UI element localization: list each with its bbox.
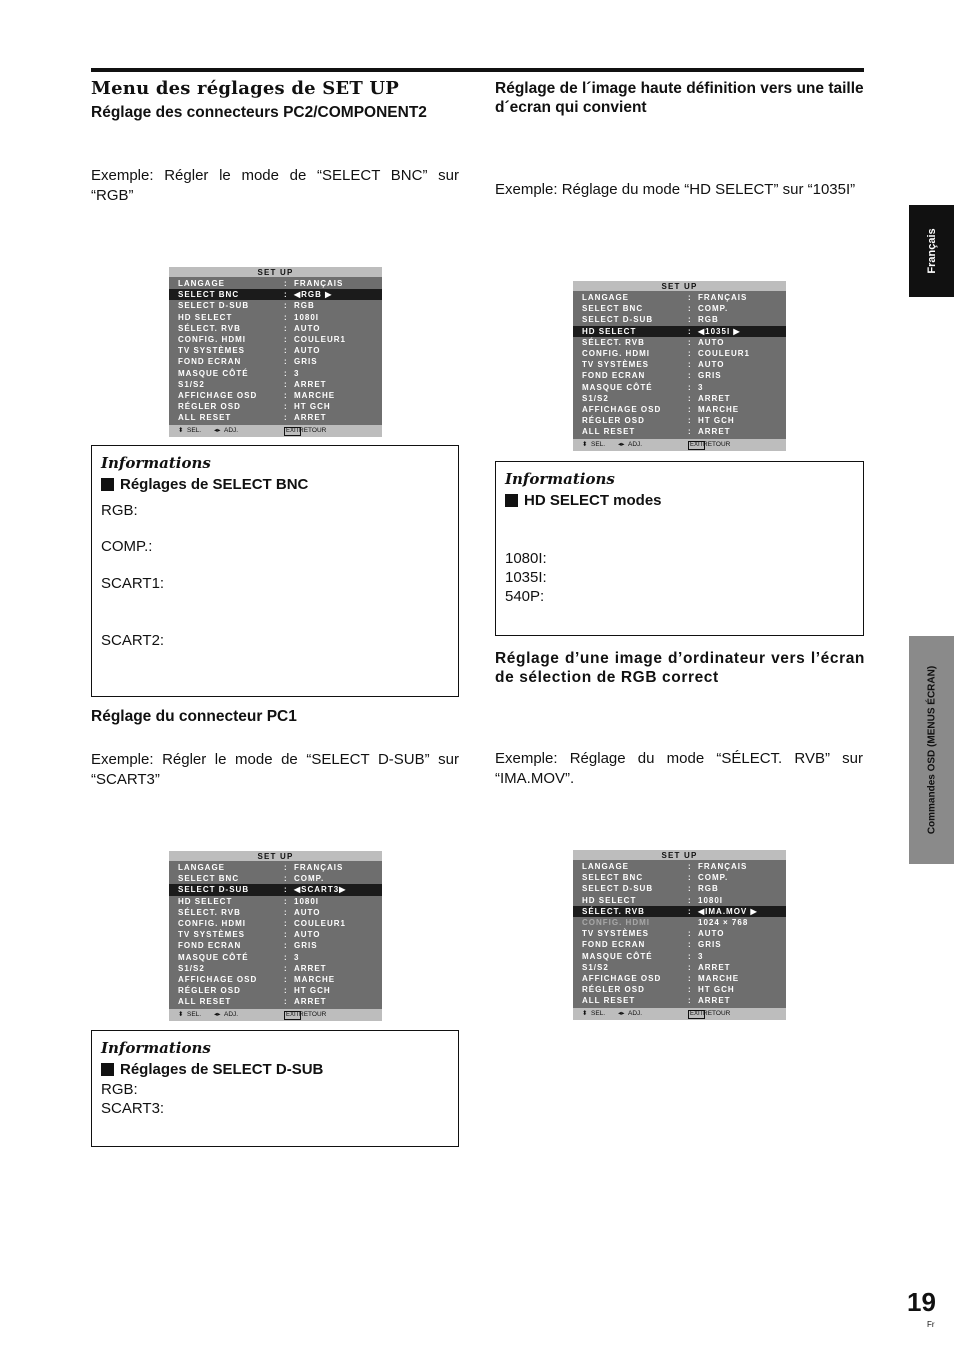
osd-row-label: SÉLECT. RVB xyxy=(582,337,645,347)
osd-row-colon: : xyxy=(688,940,692,950)
footer-exit: EXIT xyxy=(286,428,300,435)
osd-row-colon: : xyxy=(284,368,288,378)
example-hd: Exemple: Réglage du mode “HD SELECT” sur “1035I” xyxy=(495,181,856,198)
info-subheading xyxy=(101,1061,449,1078)
osd-row-label: AFFICHAGE OSD xyxy=(582,973,662,983)
osd-row-label: MASQUE CÔTÉ xyxy=(582,382,653,392)
osd-row-label: ALL RESET xyxy=(178,997,232,1007)
osd-menu-select-dsub xyxy=(169,851,382,1021)
osd-row-label: SÉLECT. RVB xyxy=(178,907,241,917)
osd-row-colon: : xyxy=(688,973,692,983)
osd-row-value: MARCHE xyxy=(698,973,740,983)
osd-row-label: SÉLECT. RVB xyxy=(178,323,241,333)
osd-row-label: LANGAGE xyxy=(178,863,225,872)
osd-row-label: SELECT BNC xyxy=(582,873,644,883)
osd-title: SET UP xyxy=(661,282,698,291)
footer-adj: ADJ. xyxy=(628,441,643,449)
osd-row xyxy=(573,984,786,995)
osd-row-label: RÉGLER OSD xyxy=(178,402,241,412)
osd-row xyxy=(573,393,786,404)
osd-row xyxy=(573,995,786,1006)
osd-row-colon: : xyxy=(688,884,692,894)
osd-row xyxy=(169,952,382,963)
osd-row-colon: : xyxy=(688,427,692,437)
example-rgb: Exemple: Réglage du mode “SÉLECT. RVB” sur “IMA.MOV”. xyxy=(495,750,863,787)
osd-title: SET UP xyxy=(257,268,294,277)
osd-row xyxy=(169,907,382,918)
osd-row-value: HT GCH xyxy=(698,416,735,426)
osd-row xyxy=(169,368,382,379)
info-item: SCART2: xyxy=(101,632,165,649)
osd-row-label: SELECT D-SUB xyxy=(178,885,250,895)
osd-row-label: HD SELECT xyxy=(582,895,637,905)
square-bullet-icon xyxy=(101,478,114,491)
osd-row-label: RÉGLER OSD xyxy=(582,985,645,995)
footer-adj: ADJ. xyxy=(628,1010,643,1018)
osd-row xyxy=(169,312,382,323)
osd-row-colon: : xyxy=(284,334,288,344)
footer-exit: EXIT xyxy=(690,442,704,449)
osd-row-value: ARRET xyxy=(698,962,731,972)
osd-row-value: COULEUR1 xyxy=(294,918,347,928)
leftright-arrow-icon: ◂▸ xyxy=(214,1011,221,1019)
section-title-rgb: Réglage d’une image d’ordinateur vers l’écran de sélection de RGB correct xyxy=(495,650,865,686)
osd-row-label: RÉGLER OSD xyxy=(582,416,645,426)
osd-row-colon: : xyxy=(284,379,288,389)
square-bullet-icon xyxy=(505,494,518,507)
side-tab-language-text: Français xyxy=(925,228,938,274)
osd-row-label: AFFICHAGE OSD xyxy=(178,974,258,984)
footer-retour: RETOUR xyxy=(299,427,327,435)
osd-row-colon xyxy=(688,917,698,928)
osd-row-label: MASQUE CÔTÉ xyxy=(178,368,249,378)
osd-row-colon: : xyxy=(284,896,288,906)
osd-row-value: ARRET xyxy=(294,997,327,1007)
osd-row-value: 1080I xyxy=(294,312,320,322)
info-item: SCART1: xyxy=(101,575,165,592)
info-subheading-text: Réglages de SELECT D-SUB xyxy=(120,1061,324,1078)
osd-row-colon: : xyxy=(284,941,288,951)
osd-row-value: GRIS xyxy=(698,940,722,950)
osd-row-value: FRANÇAIS xyxy=(294,863,344,872)
osd-row-selected xyxy=(573,326,786,337)
osd-row-colon: : xyxy=(284,323,288,333)
osd-body xyxy=(573,291,786,439)
osd-row-label: FOND ECRAN xyxy=(582,940,646,950)
osd-row-dimmed xyxy=(573,917,786,928)
osd-row-colon: : xyxy=(688,962,692,972)
osd-body xyxy=(169,861,382,1009)
osd-row xyxy=(169,963,382,974)
osd-row xyxy=(169,390,382,401)
osd-row-value: 3 xyxy=(294,952,300,962)
osd-row-colon: : xyxy=(688,348,692,358)
osd-row xyxy=(169,996,382,1007)
osd-row-value: AUTO xyxy=(294,907,321,917)
osd-row-value: MARCHE xyxy=(294,974,336,984)
osd-row xyxy=(573,348,786,359)
osd-row xyxy=(573,951,786,962)
osd-row-label: LANGAGE xyxy=(582,862,629,871)
leftright-arrow-icon: ◂▸ xyxy=(214,427,221,435)
osd-footer xyxy=(573,1008,786,1020)
osd-row-value: ◀1035I ▶ xyxy=(698,326,741,336)
info-subheading-text: Réglages de SELECT BNC xyxy=(120,476,309,493)
osd-row-value: 1024 × 768 xyxy=(698,917,749,927)
osd-row-value: GRIS xyxy=(294,357,318,367)
footer-exit: EXIT xyxy=(286,1012,300,1019)
osd-row-colon: : xyxy=(284,986,288,996)
osd-row-colon: : xyxy=(284,290,288,300)
osd-row-value: COMP. xyxy=(698,873,729,883)
osd-row-value: AUTO xyxy=(698,360,725,370)
osd-row xyxy=(169,974,382,985)
osd-row xyxy=(169,862,382,873)
osd-row xyxy=(169,985,382,996)
osd-row-label: CONFIG. HDMI xyxy=(178,918,246,928)
footer-sel: SEL. xyxy=(591,1010,606,1018)
osd-row xyxy=(573,962,786,973)
osd-row-label: S1/S2 xyxy=(582,962,609,972)
info-item: COMP.: xyxy=(101,538,153,555)
top-rule xyxy=(91,68,864,72)
osd-row-label: SELECT D-SUB xyxy=(582,884,654,894)
osd-row-colon: : xyxy=(284,974,288,984)
section-title-hd: Réglage de l´image haute définition vers une taille d´ecran qui convient xyxy=(495,80,864,116)
osd-row-label: S1/S2 xyxy=(582,393,609,403)
info-item: RGB: xyxy=(101,502,138,519)
footer-adj: ADJ. xyxy=(224,1011,239,1019)
osd-row xyxy=(573,939,786,950)
osd-row-value: MARCHE xyxy=(294,390,336,400)
osd-row-value: RGB xyxy=(698,315,719,325)
osd-row-value: ◀RGB ▶ xyxy=(294,290,333,300)
osd-row xyxy=(573,404,786,415)
osd-row-label: S1/S2 xyxy=(178,379,205,389)
page-language-code: Fr xyxy=(927,1320,935,1329)
osd-row-label: ALL RESET xyxy=(582,427,636,437)
osd-row-label: ALL RESET xyxy=(582,996,636,1006)
footer-sel: SEL. xyxy=(591,441,606,449)
osd-body xyxy=(573,860,786,1008)
updown-arrow-icon: ⬍ xyxy=(582,1010,588,1018)
osd-row-colon: : xyxy=(284,279,288,288)
info-item: 1080I: xyxy=(505,550,547,567)
osd-row-value: 3 xyxy=(294,368,300,378)
osd-row-selected xyxy=(169,289,382,300)
osd-row-label: ALL RESET xyxy=(178,413,232,423)
osd-row-label: SELECT D-SUB xyxy=(178,301,250,311)
osd-row-label: TV SYSTÈMES xyxy=(582,929,650,939)
osd-row-colon: : xyxy=(688,293,692,302)
osd-row-label: MASQUE CÔTÉ xyxy=(178,952,249,962)
osd-row-value: COULEUR1 xyxy=(698,348,751,358)
osd-row-value: HT GCH xyxy=(294,986,331,996)
section-title-pc1: Réglage du connecteur PC1 xyxy=(91,708,297,725)
osd-menu-select-bnc xyxy=(169,267,382,437)
osd-row xyxy=(169,873,382,884)
osd-row-colon: : xyxy=(688,393,692,403)
info-box-select-dsub xyxy=(91,1030,459,1147)
example-pc1: Exemple: Régler le mode de “SELECT D-SUB” sur “SCART3” xyxy=(91,751,459,788)
osd-row-label: SELECT BNC xyxy=(582,304,644,314)
osd-row-label: HD SELECT xyxy=(582,326,637,336)
info-item: RGB: xyxy=(101,1081,138,1098)
osd-row-value: 3 xyxy=(698,382,704,392)
osd-row-colon: : xyxy=(284,997,288,1007)
info-subheading xyxy=(101,476,449,493)
osd-row-value: COMP. xyxy=(698,304,729,314)
side-tab-chapter-text: Commandes OSD (MENUS ÉCRAN) xyxy=(926,665,937,835)
page-title: Menu des réglages de SET UP xyxy=(91,78,400,99)
osd-row-label: AFFICHAGE OSD xyxy=(178,390,258,400)
osd-title: SET UP xyxy=(661,851,698,860)
osd-row-selected xyxy=(573,906,786,917)
osd-row-value: ARRET xyxy=(698,393,731,403)
osd-row xyxy=(573,292,786,303)
osd-row-selected xyxy=(169,884,382,895)
osd-row-label: S1/S2 xyxy=(178,963,205,973)
osd-row-label: AFFICHAGE OSD xyxy=(582,404,662,414)
osd-row-value: ARRET xyxy=(294,413,327,423)
osd-row xyxy=(573,872,786,883)
osd-row-colon: : xyxy=(688,996,692,1006)
osd-row-value: 1080I xyxy=(698,895,724,905)
osd-row-colon: : xyxy=(284,963,288,973)
osd-row-colon: : xyxy=(688,360,692,370)
osd-row-label: CONFIG. HDMI xyxy=(178,334,246,344)
osd-footer xyxy=(169,425,382,437)
updown-arrow-icon: ⬍ xyxy=(178,427,184,435)
osd-row xyxy=(169,896,382,907)
osd-row-value: GRIS xyxy=(698,371,722,381)
footer-sel: SEL. xyxy=(187,1011,202,1019)
osd-row-label: FOND ECRAN xyxy=(178,941,242,951)
osd-footer xyxy=(573,439,786,451)
footer-retour: RETOUR xyxy=(703,441,731,449)
osd-row-colon: : xyxy=(688,862,692,871)
osd-row-value: RGB xyxy=(698,884,719,894)
osd-row xyxy=(573,337,786,348)
osd-row-colon: : xyxy=(284,357,288,367)
osd-row-label: TV SYSTÈMES xyxy=(582,360,650,370)
section-title-pc2: Réglage des connecteurs PC2/COMPONENT2 xyxy=(91,104,427,121)
osd-row-colon: : xyxy=(688,315,692,325)
osd-row-label: RÉGLER OSD xyxy=(178,986,241,996)
osd-row xyxy=(169,929,382,940)
osd-menu-hd-select xyxy=(573,281,786,451)
osd-row-colon: : xyxy=(688,895,692,905)
osd-row xyxy=(573,861,786,872)
osd-row xyxy=(169,300,382,311)
osd-row-colon: : xyxy=(688,326,692,336)
osd-row-colon: : xyxy=(688,404,692,414)
osd-row-value: HT GCH xyxy=(294,402,331,412)
osd-row-label: LANGAGE xyxy=(582,293,629,302)
osd-row xyxy=(169,412,382,423)
osd-row-colon: : xyxy=(688,382,692,392)
info-heading: Informations xyxy=(505,470,615,488)
side-tab-language xyxy=(909,205,954,297)
osd-row-label: TV SYSTÈMES xyxy=(178,930,246,940)
osd-row-colon: : xyxy=(688,929,692,939)
example-pc2: Exemple: Régler le mode de “SELECT BNC” sur “RGB” xyxy=(91,167,459,204)
osd-menu-select-rvb xyxy=(573,850,786,1020)
osd-row-value: 1080I xyxy=(294,896,320,906)
osd-row-label: HD SELECT xyxy=(178,312,233,322)
footer-exit: EXIT xyxy=(690,1011,704,1018)
osd-row-colon: : xyxy=(284,312,288,322)
osd-row-label: FOND ECRAN xyxy=(178,357,242,367)
osd-row-label: LANGAGE xyxy=(178,279,225,288)
info-subheading-text: HD SELECT modes xyxy=(524,492,662,509)
osd-row-value: GRIS xyxy=(294,941,318,951)
osd-row xyxy=(169,401,382,412)
osd-row-label: SELECT D-SUB xyxy=(582,315,654,325)
info-subheading xyxy=(505,492,854,509)
osd-row-value: AUTO xyxy=(698,929,725,939)
osd-row xyxy=(169,334,382,345)
footer-retour: RETOUR xyxy=(703,1010,731,1018)
osd-row-value: ARRET xyxy=(698,427,731,437)
osd-row-label: CONFIG. HDMI xyxy=(582,348,650,358)
side-tab-chapter xyxy=(909,636,954,864)
osd-row xyxy=(573,314,786,325)
osd-row xyxy=(169,379,382,390)
osd-row-label: SELECT BNC xyxy=(178,874,240,884)
osd-row-value: RGB xyxy=(294,301,315,311)
leftright-arrow-icon: ◂▸ xyxy=(618,1010,625,1018)
osd-row xyxy=(169,356,382,367)
osd-row-value: MARCHE xyxy=(698,404,740,414)
square-bullet-icon xyxy=(101,1063,114,1076)
osd-row-colon: : xyxy=(284,918,288,928)
osd-row-colon: : xyxy=(688,906,692,916)
osd-row xyxy=(169,918,382,929)
osd-row xyxy=(573,370,786,381)
osd-footer xyxy=(169,1009,382,1021)
osd-row-value: ARRET xyxy=(698,996,731,1006)
osd-row-value: ARRET xyxy=(294,963,327,973)
osd-row xyxy=(573,928,786,939)
osd-row xyxy=(573,415,786,426)
osd-row-colon: : xyxy=(688,304,692,314)
info-heading: Informations xyxy=(101,454,211,472)
osd-row-colon: : xyxy=(284,930,288,940)
osd-row xyxy=(169,323,382,334)
osd-row xyxy=(573,973,786,984)
osd-row-value: FRANÇAIS xyxy=(294,279,344,288)
osd-row-label: SÉLECT. RVB xyxy=(582,906,645,916)
info-box-hd-select xyxy=(495,461,864,636)
osd-row-value: HT GCH xyxy=(698,985,735,995)
footer-retour: RETOUR xyxy=(299,1011,327,1019)
osd-row-colon: : xyxy=(284,413,288,423)
osd-row-value: 3 xyxy=(698,951,704,961)
osd-row-value: AUTO xyxy=(294,930,321,940)
osd-row-value: ◀IMA.MOV ▶ xyxy=(698,906,758,916)
osd-row-colon: : xyxy=(284,301,288,311)
osd-row-label: MASQUE CÔTÉ xyxy=(582,951,653,961)
osd-row-value: COULEUR1 xyxy=(294,334,347,344)
osd-row-colon: : xyxy=(688,985,692,995)
osd-row-colon: : xyxy=(284,390,288,400)
page-number: 19 xyxy=(907,1287,936,1317)
osd-row-colon: : xyxy=(284,402,288,412)
osd-row-colon: : xyxy=(688,951,692,961)
updown-arrow-icon: ⬍ xyxy=(582,441,588,449)
info-box-select-bnc xyxy=(91,445,459,697)
osd-row xyxy=(169,345,382,356)
osd-row-colon: : xyxy=(284,874,288,884)
osd-row xyxy=(573,883,786,894)
osd-row xyxy=(573,426,786,437)
osd-row xyxy=(573,359,786,370)
osd-row-colon: : xyxy=(688,873,692,883)
info-item: 540P: xyxy=(505,588,545,605)
osd-row-label: TV SYSTÈMES xyxy=(178,346,246,356)
osd-row xyxy=(573,382,786,393)
osd-row-value: COMP. xyxy=(294,874,325,884)
osd-row-value: ◀SCART3▶ xyxy=(294,885,347,895)
osd-body xyxy=(169,277,382,425)
osd-row-value: AUTO xyxy=(294,323,321,333)
osd-row-value: FRANÇAIS xyxy=(698,862,748,871)
osd-row xyxy=(169,278,382,289)
osd-row-colon: : xyxy=(284,346,288,356)
osd-row xyxy=(573,895,786,906)
osd-row-colon: : xyxy=(284,907,288,917)
osd-row-colon: : xyxy=(284,863,288,872)
osd-row-value: AUTO xyxy=(698,337,725,347)
osd-row-value: ARRET xyxy=(294,379,327,389)
osd-row-label: HD SELECT xyxy=(178,896,233,906)
osd-row-colon: : xyxy=(284,952,288,962)
info-item: SCART3: xyxy=(101,1100,165,1117)
osd-row xyxy=(573,303,786,314)
osd-row xyxy=(169,940,382,951)
osd-row-label: SELECT BNC xyxy=(178,290,240,300)
updown-arrow-icon: ⬍ xyxy=(178,1011,184,1019)
info-item: 1035I: xyxy=(505,569,547,586)
leftright-arrow-icon: ◂▸ xyxy=(618,441,625,449)
osd-title: SET UP xyxy=(257,852,294,861)
osd-row-colon: : xyxy=(688,371,692,381)
osd-row-colon: : xyxy=(284,885,288,895)
osd-row-value: AUTO xyxy=(294,346,321,356)
osd-row-colon: : xyxy=(688,416,692,426)
info-heading: Informations xyxy=(101,1039,211,1057)
osd-row-label: CONFIG. HDMI xyxy=(582,917,650,927)
osd-row-label: FOND ECRAN xyxy=(582,371,646,381)
osd-row-value: FRANÇAIS xyxy=(698,293,748,302)
footer-sel: SEL. xyxy=(187,427,202,435)
osd-row-colon: : xyxy=(688,337,692,347)
footer-adj: ADJ. xyxy=(224,427,239,435)
